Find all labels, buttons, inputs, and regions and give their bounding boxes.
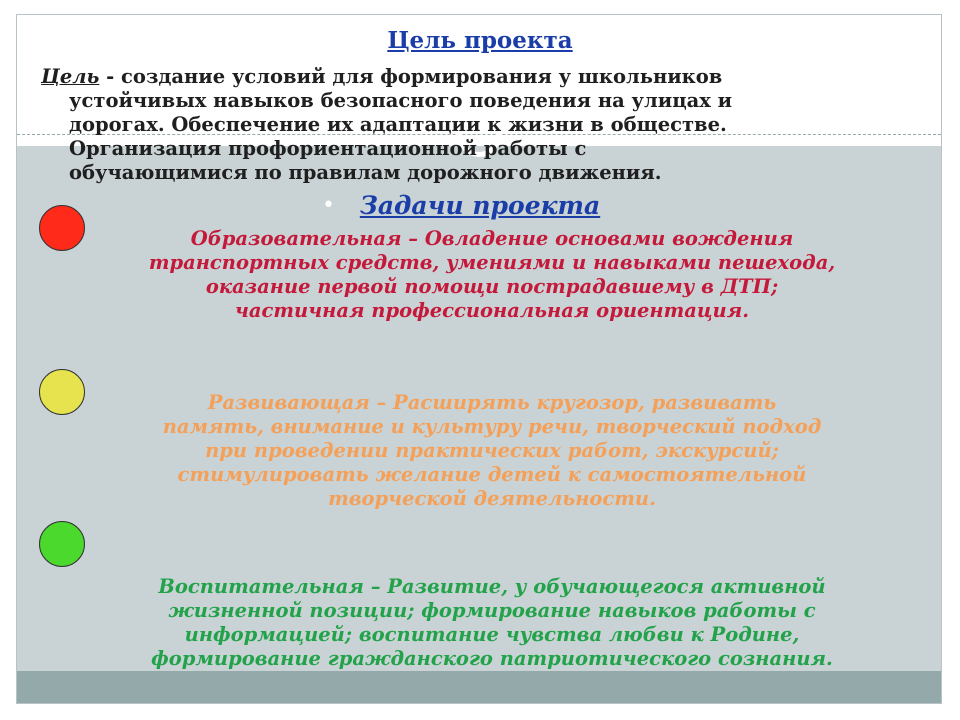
green-circle-icon [39, 521, 85, 567]
slide [16, 14, 942, 704]
task-line: стимулировать желание детей к самостоятельной [177, 463, 807, 486]
tasks-title: Задачи проекта [359, 191, 601, 220]
goal-line: - создание условий для формирования у школьников [99, 65, 723, 88]
task-line: при проведении практических работ, экскурсий; [205, 439, 779, 462]
task-line: оказание первой помощи пострадавшему в ДТП; [205, 275, 779, 298]
task-line: частичная профессиональная ориентация. [234, 299, 750, 322]
task-educational [57, 227, 927, 323]
slide-title: Цель проекта [387, 27, 573, 54]
footer-band [17, 671, 941, 704]
task-line: информацией; воспитание чувства любви к Родине, [184, 623, 800, 646]
task-line: творческой деятельности. [328, 487, 656, 510]
goal-label: Цель [41, 65, 100, 88]
task-line: формирование гражданского патриотического сознания. [151, 647, 833, 670]
task-line: жизненной позиции; формирование навыков работы с [168, 599, 816, 622]
task-developmental [57, 391, 927, 511]
task-line: Воспитательная – Развитие, у обучающегося активной [158, 575, 826, 598]
task-line: Развивающая – Расширять кругозор, развивать [207, 391, 777, 414]
goal-line: обучающимися по правилам дорожного движения. [69, 161, 662, 184]
goal-line: Организация профориентационной работы с [69, 137, 587, 160]
goal-paragraph [41, 65, 911, 185]
task-line: транспортных средств, умениями и навыками пешехода, [148, 251, 836, 274]
bullet-icon: • [322, 193, 335, 218]
goal-line: устойчивых навыков безопасного поведения на улицах и [69, 89, 733, 112]
goal-line: дорогах. Обеспечение их адаптации к жизни в обществе. [69, 113, 727, 136]
task-line: память, внимание и культуру речи, творческий подход [162, 415, 822, 438]
task-upbringing [57, 575, 927, 671]
task-line: Образовательная – Овладение основами вождения [190, 227, 794, 250]
